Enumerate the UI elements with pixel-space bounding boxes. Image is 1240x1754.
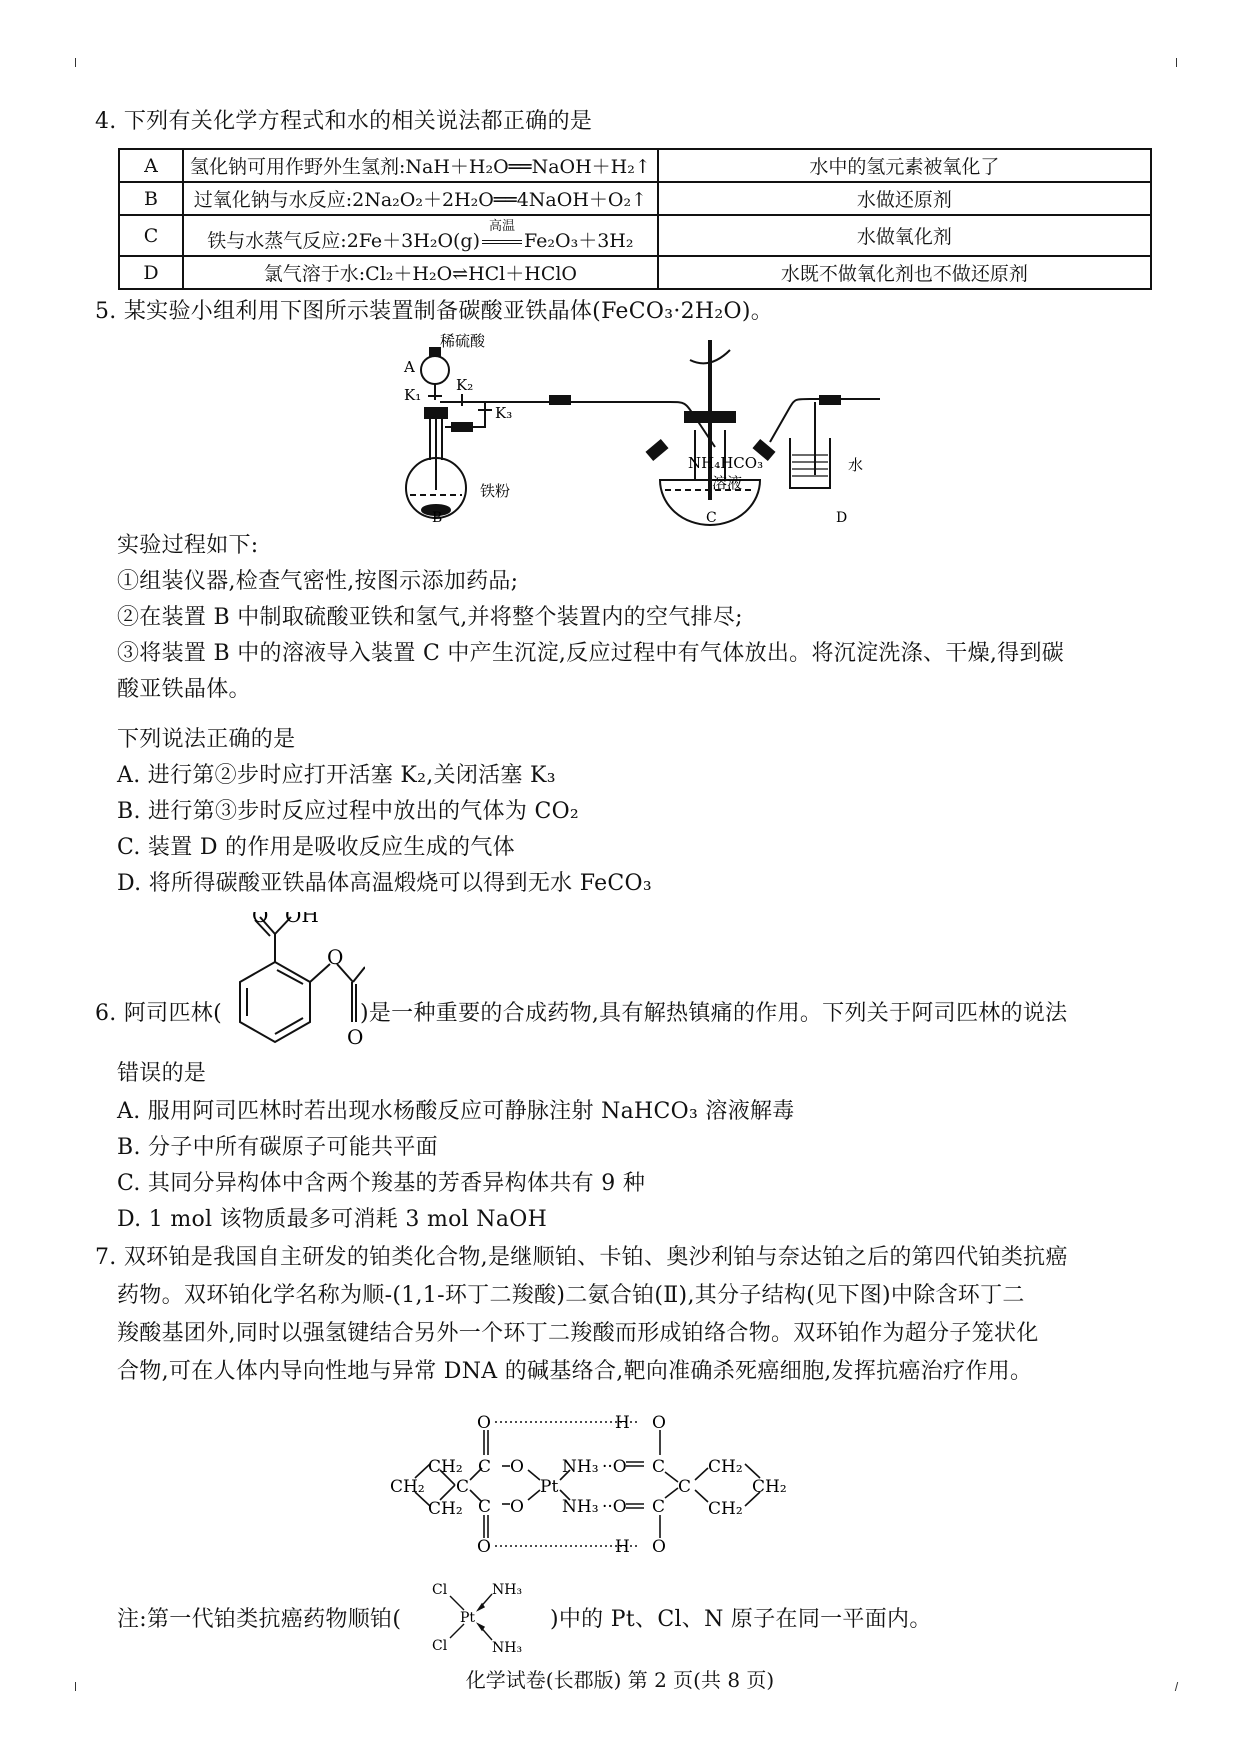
q5-step-3: ③将装置 B 中的溶液导入装置 C 中产生沉淀,反应过程中有气体放出。将沉淀洗涤、干燥,得到碳 — [117, 641, 1065, 666]
row-letter: D — [119, 256, 183, 289]
svg-text:O: O — [510, 1497, 524, 1517]
svg-text:CH₂: CH₂ — [390, 1477, 425, 1497]
q6-option-c[interactable]: C. 其同分异构体中含两个羧基的芳香异构体共有 9 种 — [117, 1171, 646, 1196]
svg-text:C: C — [678, 1477, 692, 1497]
q7-note-suffix: )中的 Pt、Cl、N 原子在同一平面内。 — [550, 1607, 932, 1632]
svg-text:O: O — [347, 1025, 364, 1049]
svg-text:NH₃: NH₃ — [492, 1640, 523, 1656]
table-row — [119, 215, 1151, 256]
svg-text:C: C — [478, 1457, 492, 1477]
row-equation: 氯气溶于水:Cl₂＋H₂O⇌HCl＋HClO — [183, 256, 658, 289]
q6-stem-prefix: 6. 阿司匹林( — [95, 1001, 222, 1026]
row-equation: 铁与水蒸气反应:2Fe＋3H₂O(g) 高温 Fe₂O₃＋3H₂ — [183, 215, 658, 256]
svg-text:C: C — [478, 1497, 492, 1517]
q7-line-4: 合物,可在人体内导向性地与异常 DNA 的碱基络合,靶向准确杀死癌细胞,发挥抗癌治疗作用。 — [117, 1359, 1033, 1384]
cisplatin-drawing — [432, 1578, 552, 1658]
q6-stem-cont: 错误的是 — [117, 1061, 207, 1086]
row-statement: 水既不做氧化剂也不做还原剂 — [658, 256, 1151, 289]
q6-option-b[interactable]: B. 分子中所有碳原子可能共平面 — [117, 1135, 438, 1160]
svg-text:CH₂: CH₂ — [428, 1457, 463, 1477]
svg-text:Cl: Cl — [432, 1638, 448, 1654]
q5-step-3-cont: 酸亚铁晶体。 — [117, 677, 251, 702]
q5-option-d[interactable]: D. 将所得碳酸亚铁晶体高温煅烧可以得到无水 FeCO₃ — [117, 871, 653, 896]
svg-text:D: D — [836, 510, 848, 526]
q5-step-2: ②在装置 B 中制取硫酸亚铁和氢气,并将整个装置内的空气排尽; — [117, 605, 743, 630]
svg-text:水: 水 — [848, 456, 864, 474]
crop-mark-top-left — [75, 58, 76, 67]
row-letter: C — [119, 215, 183, 256]
svg-text:CH₂: CH₂ — [708, 1499, 743, 1519]
row-letter: B — [119, 182, 183, 215]
apparatus-drawing — [380, 330, 880, 530]
svg-text:NH₃: NH₃ — [562, 1457, 599, 1477]
q5-option-c[interactable]: C. 装置 D 的作用是吸收反应生成的气体 — [117, 835, 515, 860]
svg-text:O: O — [327, 945, 344, 969]
svg-text:A: A — [404, 358, 415, 376]
q5-step-1: ①组装仪器,检查气密性,按图示添加药品; — [117, 569, 519, 594]
svg-text:K₂: K₂ — [456, 376, 474, 394]
svg-text:O: O — [252, 912, 269, 927]
row-equation: 氢化钠可用作野外生氢剂:NaH＋H₂O══NaOH＋H₂↑ — [183, 149, 658, 182]
reaction-condition: 高温 — [480, 230, 524, 252]
svg-text:C: C — [456, 1477, 470, 1497]
q4-stem: 4. 下列有关化学方程式和水的相关说法都正确的是 — [95, 109, 593, 134]
q6-option-a[interactable]: A. 服用阿司匹林时若出现水杨酸反应可静脉注射 NaHCO₃ 溶液解毒 — [117, 1099, 795, 1124]
row-letter: A — [119, 149, 183, 182]
q6-option-d[interactable]: D. 1 mol 该物质最多可消耗 3 mol NaOH — [117, 1207, 548, 1232]
svg-text:K₁: K₁ — [404, 386, 422, 404]
q7-line-3: 羧酸基团外,同时以强氢键结合另外一个环丁二羧酸而形成铂络合物。双环铂作为超分子笼状化 — [117, 1321, 1039, 1346]
q5-stem: 5. 某实验小组利用下图所示装置制备碳酸亚铁晶体(FeCO₃·2H₂O)。 — [95, 299, 774, 324]
svg-text:Cl: Cl — [432, 1582, 448, 1598]
row-statement: 水做氧化剂 — [658, 215, 1151, 256]
svg-text:H: H — [615, 1413, 630, 1433]
svg-text:OH: OH — [285, 912, 319, 927]
svg-text:CH₂: CH₂ — [708, 1457, 743, 1477]
aspirin-structure — [205, 912, 365, 1052]
page-footer: 化学试卷(长郡版) 第 2 页(共 8 页) — [465, 1668, 775, 1692]
svg-text:··O: ··O — [602, 1497, 627, 1517]
svg-text:溶液: 溶液 — [712, 474, 743, 492]
apparatus-diagram — [380, 330, 880, 530]
q5-process-title: 实验过程如下: — [117, 533, 259, 558]
dicycloplatin-drawing — [390, 1400, 860, 1570]
row-equation: 过氧化钠与水反应:2Na₂O₂＋2H₂O══4NaOH＋O₂↑ — [183, 182, 658, 215]
svg-text:铁粉: 铁粉 — [480, 482, 511, 500]
q7-line-1: 7. 双环铂是我国自主研发的铂类化合物,是继顺铂、卡铂、奥沙利铂与奈达铂之后的第四代铂类抗癌 — [95, 1245, 1068, 1270]
svg-text:C: C — [706, 510, 717, 526]
svg-text:K₃: K₃ — [495, 404, 513, 422]
svg-text:C: C — [652, 1497, 666, 1517]
table-row — [119, 256, 1151, 289]
svg-text:O: O — [652, 1537, 666, 1557]
svg-text:CH₂: CH₂ — [428, 1499, 463, 1519]
equals-bar — [482, 240, 522, 244]
svg-text:O: O — [510, 1457, 524, 1477]
svg-text:C: C — [652, 1457, 666, 1477]
svg-text:··O: ··O — [602, 1457, 627, 1477]
svg-text:NH₃: NH₃ — [492, 1582, 523, 1598]
svg-text:NH₄HCO₃: NH₄HCO₃ — [688, 454, 764, 472]
q5-question: 下列说法正确的是 — [117, 727, 296, 752]
dicycloplatin-structure — [390, 1400, 860, 1570]
svg-text:NH₃: NH₃ — [562, 1497, 599, 1517]
q7-note-prefix: 注:第一代铂类抗癌药物顺铂( — [117, 1607, 402, 1632]
q5-option-b[interactable]: B. 进行第③步时反应过程中放出的气体为 CO₂ — [117, 799, 580, 824]
q7-line-2: 药物。双环铂化学名称为顺-(1,1-环丁二羧酸)二氨合铂(Ⅱ),其分子结构(见下图)中除含环丁二 — [117, 1283, 1025, 1308]
q4-table — [118, 148, 1152, 290]
svg-text:稀硫酸: 稀硫酸 — [440, 332, 486, 350]
svg-text:H: H — [615, 1537, 630, 1557]
q6-stem-suffix: )是一种重要的合成药物,具有解热镇痛的作用。下列关于阿司匹林的说法 — [360, 1001, 1068, 1026]
crop-mark-top-right — [1176, 58, 1177, 67]
cisplatin-structure — [432, 1578, 552, 1658]
aspirin-drawing — [205, 912, 365, 1052]
svg-text:Pt: Pt — [460, 1610, 476, 1626]
row-statement: 水中的氢元素被氧化了 — [658, 149, 1151, 182]
svg-text:CH₂: CH₂ — [752, 1477, 787, 1497]
row-statement: 水做还原剂 — [658, 182, 1151, 215]
svg-text:Pt: Pt — [540, 1477, 559, 1497]
svg-text:O: O — [652, 1413, 666, 1433]
table-row — [119, 182, 1151, 215]
svg-text:B: B — [432, 510, 443, 526]
q5-option-a[interactable]: A. 进行第②步时应打开活塞 K₂,关闭活塞 K₃ — [117, 763, 556, 788]
svg-text:O: O — [477, 1413, 491, 1433]
table-row — [119, 149, 1151, 182]
svg-text:O: O — [477, 1537, 491, 1557]
